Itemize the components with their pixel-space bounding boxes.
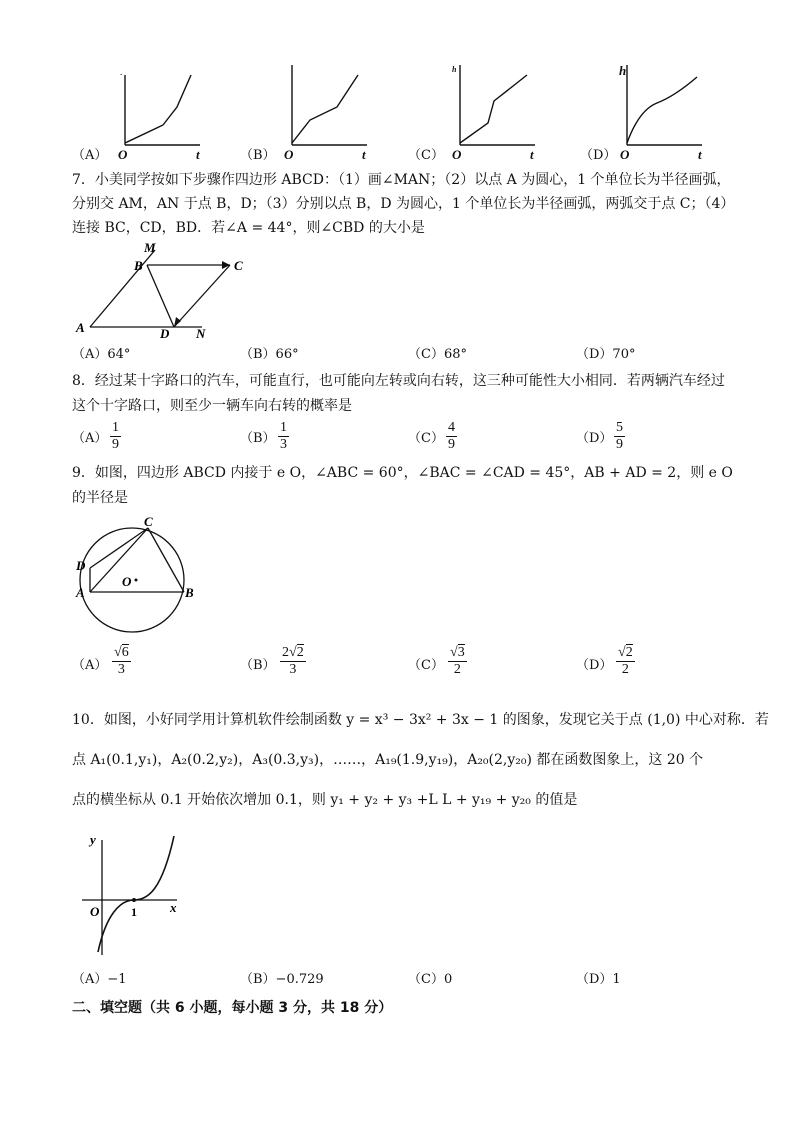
q7-label-b: B: [134, 258, 143, 273]
graph-b-origin: O: [284, 147, 294, 162]
q10-line3: 点的横坐标从 0.1 开始依次增加 0.1，则 y₁ + y₂ + y₃ +L L + y₁₉ + y₂₀ 的值是: [72, 792, 578, 808]
q7-label-a: A: [76, 320, 85, 335]
q10-option-a[interactable]: （A）−1: [72, 972, 127, 987]
q10-label-o: O: [90, 904, 100, 919]
q9-line2: 的半径是: [72, 490, 128, 506]
q9-option-c[interactable]: （C）: [408, 658, 444, 673]
q7-line2: 分别交 AM，AN 于点 B，D；（3）分别以点 B，D 为圆心，1 个单位长为半径画弧，两弧交于点 C；（4）: [72, 196, 735, 212]
q9-option-c-value: $\frac{√3}{2}$: [450, 645, 465, 677]
q7-label-n: N: [196, 326, 206, 340]
q10-option-b[interactable]: （B）−0.729: [240, 972, 324, 987]
graph-option-d: [617, 55, 707, 160]
q9-option-d-value: $\frac{√2}{2}$: [618, 645, 633, 677]
q9-figure: [72, 512, 202, 637]
q10-label-x: x: [170, 900, 177, 915]
q8-option-d-fraction: $\frac{5}{9}$: [616, 420, 623, 452]
graph-d-xlabel: t: [698, 147, 702, 162]
q9-option-d[interactable]: （D）: [576, 658, 613, 673]
q7-option-b[interactable]: （B）66°: [240, 347, 299, 362]
graph-c-origin: O: [452, 147, 462, 162]
graph-d-letter: （D）: [580, 148, 617, 163]
q9-label-d: D: [76, 558, 86, 573]
graph-option-a: [115, 55, 205, 160]
q7-option-c[interactable]: （C）68°: [408, 347, 467, 362]
graph-c-ylabel: h: [452, 65, 457, 74]
q10-label-y: y: [90, 832, 96, 847]
q9-label-b: B: [185, 585, 194, 600]
q10-figure: [72, 830, 192, 960]
q8-option-a[interactable]: （A）: [72, 431, 108, 446]
q10-line2: 点 A₁(0.1,y₁)，A₂(0.2,y₂)，A₃(0.3,y₃)，……，A₁₉(1.9,y₁₉)，A₂₀(2,y₂₀) 都在函数图象上，这 20 个: [72, 752, 704, 768]
q7-label-d: D: [160, 326, 170, 340]
q9-option-b-value: $\frac{2√2}{3}$: [282, 645, 304, 677]
graph-a-small-mark: .: [120, 67, 123, 77]
q8-option-c[interactable]: （C）: [408, 431, 444, 446]
graph-a-origin: O: [118, 147, 128, 162]
q10-label-one: 1: [131, 905, 137, 919]
q8-options: [0, 420, 794, 460]
q9-label-c: C: [144, 514, 153, 529]
q7-label-m: M: [144, 240, 156, 255]
q7-label-c: C: [234, 258, 243, 273]
q8-line1: 8．经过某十字路口的汽车，可能直行，也可能向左转或向右转，这三种可能性大小相同．若两辆汽车经过: [72, 373, 725, 389]
graph-a-xlabel: t: [196, 147, 200, 162]
q8-option-b-fraction: $\frac{1}{3}$: [280, 420, 287, 452]
section-2-heading: 二、填空题（共 6 小题，每小题 3 分，共 18 分）: [72, 1000, 393, 1016]
graph-option-c: [450, 55, 540, 160]
q9-label-a: A: [76, 585, 85, 600]
q9-options: [0, 645, 794, 690]
graph-options-row: [0, 55, 794, 165]
q9-label-o: O: [122, 574, 132, 589]
q7-option-d[interactable]: （D）70°: [576, 347, 636, 362]
q9-option-a[interactable]: （A）: [72, 658, 108, 673]
q8-option-b[interactable]: （B）: [240, 431, 276, 446]
q8-option-a-fraction: $\frac{1}{9}$: [112, 420, 119, 452]
q9-option-a-value: $\frac{√6}{3}$: [114, 645, 129, 677]
graph-b-xlabel: t: [362, 147, 366, 162]
q8-line2: 这个十字路口，则至少一辆车向右转的概率是: [72, 398, 352, 414]
graph-c-xlabel: t: [530, 147, 534, 162]
graph-option-b: [282, 55, 372, 160]
q7-line1: 7．小美同学按如下步骤作四边形 ABCD：（1）画∠MAN；（2）以点 A 为圆心，1 个单位长为半径画弧，: [72, 172, 731, 188]
q7-figure: [72, 240, 272, 340]
q9-line1: 9．如图，四边形 ABCD 内接于 e O，∠ABC = 60°，∠BAC = ∠CAD = 45°，AB + AD = 2，则 e O: [72, 465, 733, 481]
graph-b-letter: （B）: [240, 148, 276, 163]
q10-option-c[interactable]: （C）0: [408, 972, 453, 987]
q8-option-c-fraction: $\frac{4}{9}$: [448, 420, 455, 452]
graph-a-letter: （A）: [72, 148, 108, 163]
graph-c-letter: （C）: [408, 148, 444, 163]
graph-d-ylabel: h: [619, 63, 627, 78]
q10-option-d[interactable]: （D）1: [576, 972, 621, 987]
graph-d-origin: O: [620, 147, 630, 162]
q8-option-d[interactable]: （D）: [576, 431, 613, 446]
q7-line3: 连接 BC，CD，BD．若∠A = 44°，则∠CBD 的大小是: [72, 220, 425, 236]
q7-option-a[interactable]: （A）64°: [72, 347, 131, 362]
q10-line1: 10．如图，小好同学用计算机软件绘制函数 y = x³ − 3x² + 3x − 1 的图象，发现它关于点 (1,0) 中心对称．若: [72, 712, 769, 728]
q9-option-b[interactable]: （B）: [240, 658, 276, 673]
